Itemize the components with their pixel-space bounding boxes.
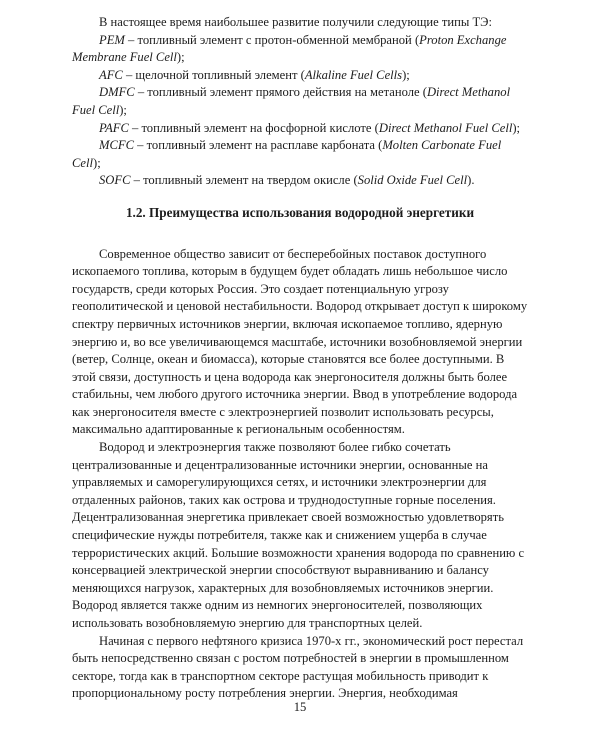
types-intro: В настоящее время наибольшее развитие получили следующие типы ТЭ: [99,15,492,29]
page-number: 15 [293,700,307,714]
type-desc: – топливный элемент прямого действия на метаноле ( [134,85,427,100]
type-english-name: Solid Oxide Fuel Cell [357,173,468,188]
type-english-name: Direct Methanol Fuel Cell [72,85,511,117]
type-abbr: SOFC [99,173,131,188]
fuel-cell-type-pem [72,32,528,67]
type-desc: – топливный элемент на расплаве карбоната ( [133,138,383,153]
type-close: ); [512,120,521,135]
type-abbr: AFC [99,67,123,82]
type-close: ); [402,67,410,82]
type-desc: – топливный элемент на фосфорной кислоте ( [128,120,379,135]
type-desc: – топливный элемент на твердом окисле ( [130,173,358,188]
fuel-cell-type-dmfc [72,84,528,119]
type-english-name: Direct Methanol Fuel Cell [378,120,513,135]
fuel-cell-types-list [72,32,528,190]
body-paragraph-3: Начиная с первого нефтяного кризиса 1970-х гг., экономический рост перестал быть непосредственно связан с ростом потребностей в энергии в промышленном секторе, тогда как в транспортном секторе растущая мобильность приводит к пропорциональному росту потребления энергии. Энергия, необходимая [72,633,524,701]
type-english-name: Alkaline Fuel Cells [304,67,403,82]
type-close: ); [176,50,185,65]
type-english-name: Proton Exchange Membrane Fuel Cell [72,32,507,65]
fuel-cell-type-afc [72,67,528,85]
document-page [72,14,528,703]
type-english-name: Molten Carbonate Fuel Cell [72,138,502,170]
fuel-cell-type-pafc [72,120,528,138]
type-close: ); [93,155,101,170]
type-desc: – щелочной топливный элемент ( [122,67,305,82]
section-heading: 1.2. Преимущества использования водородной энергетики [125,204,475,220]
type-close: ); [119,102,127,117]
type-abbr: DMFC [99,85,135,100]
type-close: ). [467,173,475,188]
type-desc: – топливный элемент с протон-обменной мембраной ( [124,32,420,47]
fuel-cell-type-mcfc [72,137,528,172]
fuel-cell-type-sofc [72,172,528,190]
type-abbr: PEM [99,32,125,47]
body-paragraph-2: Водород и электроэнергия также позволяют более гибко сочетать централизованные и децентрализованные источники энергии, основанные на управляемых и саморегулирующихся сетях, и источники электроэнергии для отдаленных районов, таких как острова и труднодоступные горные поселения. Децентрализованная энергетика привлекает своей возможностью удовлетворять специфические нужды потребителя, также как и снижением ущерба в случае террористических акций. Большие возможности хранения водорода по сравнению с консервацией электрической энергии способствуют выравниванию и балансу меняющихся нагрузок, характерных для возобновляемых источников энергии. Водород является также одним из немногих энергоносителей, позволяющих использовать возобновляемую энергию для транспортных целей. [72,440,525,630]
body-paragraph-1: Современное общество зависит от бесперебойных поставок доступного ископаемого топлива, которым в будущем будет обладать лишь небольшое число государств, среди которых Россия. Это создает потенциальную угрозу геополитической и ценовой нестабильности. Водород открывает доступ к широкому спектру первичных источников энергии, включая ископаемое топливо, ядерную энергию и, во все увеличивающемся масштабе, источники возобновляемой энергии (ветер, Солнце, океан и биомасса), которые становятся все более доступными. В этой связи, доступность и цена водорода как энергоносителя должны быть более стабильны, чем любого другого источника энергии. Ввод в употребление водорода как энергоносителя вместе с электроэнергией позволит использовать ресурсы, максимально адаптированные к региональным особенностям. [72,246,528,437]
type-abbr: PAFC [99,120,129,135]
type-abbr: MCFC [99,138,134,153]
